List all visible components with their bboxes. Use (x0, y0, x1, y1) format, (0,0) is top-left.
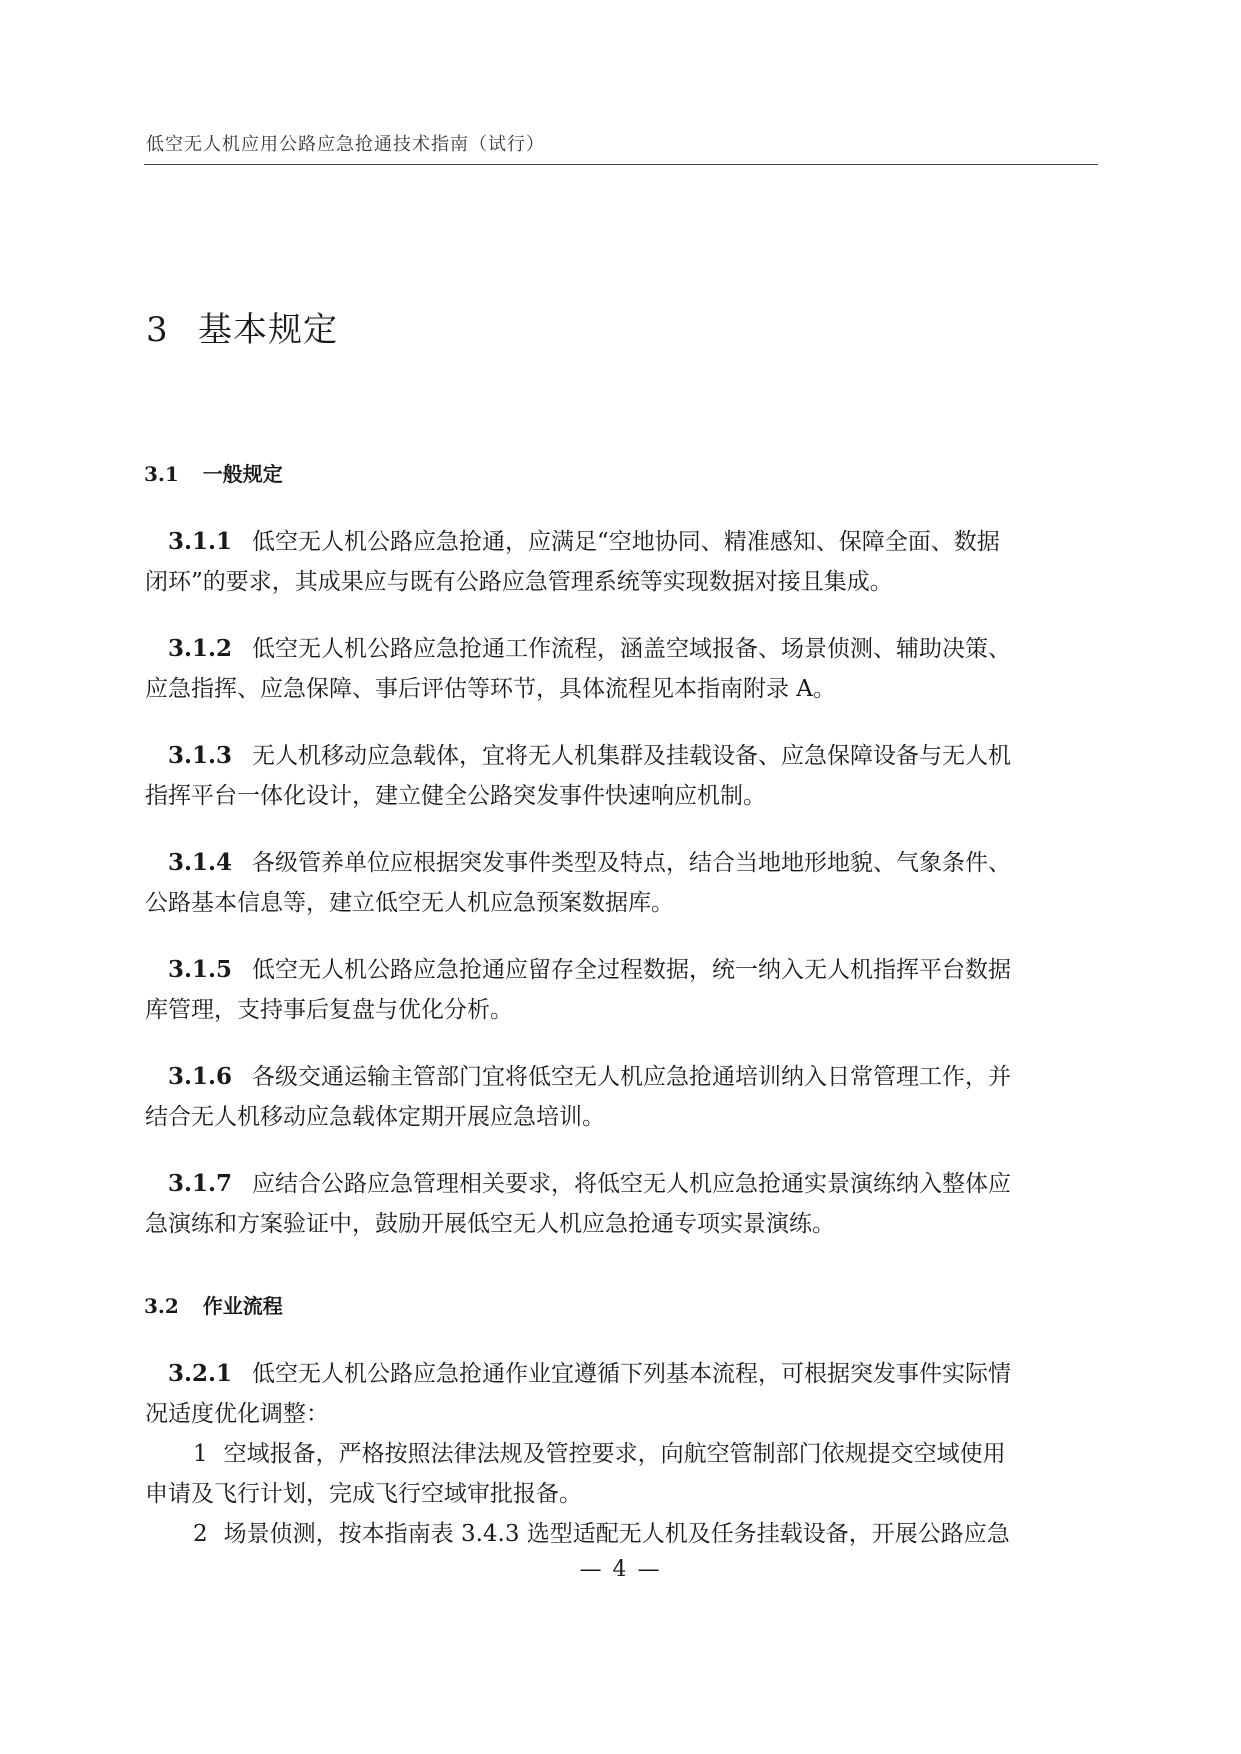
section-number: 3.2 (144, 1294, 179, 1318)
clause-number: 3.1.5 (168, 956, 233, 983)
section-number: 3.1 (144, 462, 179, 486)
list-item-text-line1: 场景侦测，按本指南表 3.4.3 选型适配无人机及任务挂载设备，开展公路应急 (223, 1521, 1010, 1547)
clause-text-line2: 指挥平台一体化设计，建立健全公路突发事件快速响应机制。 (145, 783, 766, 809)
clause-text-line2: 公路基本信息等，建立低空无人机应急预案数据库。 (145, 890, 674, 916)
clause-number: 3.1.6 (168, 1063, 233, 1090)
list-item-text-line1: 空域报备，严格按照法律法规及管控要求，向航空管制部门依规提交空域使用 (223, 1441, 1006, 1467)
clause-3-2-1 (145, 1354, 1099, 1434)
clause-text-line1: 低空无人机公路应急抢通作业宜遵循下列基本流程，可根据突发事件实际情 (252, 1361, 1012, 1387)
clause-3-1-7 (145, 1164, 1099, 1244)
clause-text-line2: 急演练和方案验证中，鼓励开展低空无人机应急抢通专项实景演练。 (145, 1211, 835, 1237)
clause-number: 3.1.1 (168, 528, 233, 555)
clause-text-line2: 库管理，支持事后复盘与优化分析。 (145, 997, 513, 1023)
list-item-text-line2: 申请及飞行计划，完成飞行空域审批报备。 (145, 1481, 582, 1507)
page-number: — 4 — (579, 1557, 662, 1582)
clause-text-line2: 结合无人机移动应急载体定期开展应急培训。 (145, 1104, 605, 1130)
clause-3-1-6 (145, 1057, 1099, 1137)
clause-text-line1: 各级管养单位应根据突发事件类型及特点，结合当地地形地貌、气象条件、 (252, 850, 1012, 876)
chapter-title (146, 302, 338, 351)
clause-number: 3.1.4 (168, 849, 233, 876)
clause-text-line2: 闭环”的要求，其成果应与既有公路应急管理系统等实现数据对接且集成。 (145, 569, 893, 595)
clause-3-1-3 (145, 736, 1099, 816)
chapter-title-text: 基本规定 (198, 310, 338, 350)
clause-text-line1: 应结合公路应急管理相关要求，将低空无人机应急抢通实景演练纳入整体应 (252, 1171, 1012, 1197)
list-item-number: 1 (193, 1441, 208, 1467)
clause-text-line1: 低空无人机公路应急抢通工作流程，涵盖空域报备、场景侦测、辅助决策、 (252, 636, 1012, 662)
clause-3-1-5 (145, 950, 1099, 1030)
clause-3-1-1 (145, 522, 1099, 602)
clause-text-line1: 无人机移动应急载体，宜将无人机集群及挂载设备、应急保障设备与无人机 (252, 743, 1012, 769)
clause-text-line1: 各级交通运输主管部门宜将低空无人机应急抢通培训纳入日常管理工作，并 (252, 1064, 1012, 1090)
section-heading (144, 1290, 283, 1319)
section-heading (144, 458, 283, 487)
clause-text-line1: 低空无人机公路应急抢通应留存全过程数据，统一纳入无人机指挥平台数据 (252, 957, 1012, 983)
clause-3-1-4 (145, 843, 1099, 923)
clause-text-line2: 况适度优化调整： (145, 1401, 329, 1427)
chapter-number: 3 (146, 310, 169, 350)
section-title: 作业流程 (202, 1294, 283, 1318)
running-header: 低空无人机应用公路应急抢通技术指南（试行） (146, 134, 545, 155)
clause-text-line1: 低空无人机公路应急抢通，应满足“空地协同、精准感知、保障全面、数据 (252, 529, 1000, 555)
section-title: 一般规定 (202, 462, 283, 486)
header-divider (144, 164, 1098, 165)
clause-text-line2: 应急指挥、应急保障、事后评估等环节，具体流程见本指南附录 A。 (145, 676, 836, 702)
list-item-number: 2 (193, 1521, 208, 1547)
clause-number: 3.1.7 (168, 1170, 233, 1197)
clause-3-1-2 (145, 629, 1099, 709)
clause-number: 3.1.2 (168, 635, 233, 662)
clause-number: 3.2.1 (168, 1360, 233, 1387)
list-item-2 (145, 1514, 1099, 1554)
clause-number: 3.1.3 (168, 742, 233, 769)
list-item-1 (145, 1434, 1099, 1514)
